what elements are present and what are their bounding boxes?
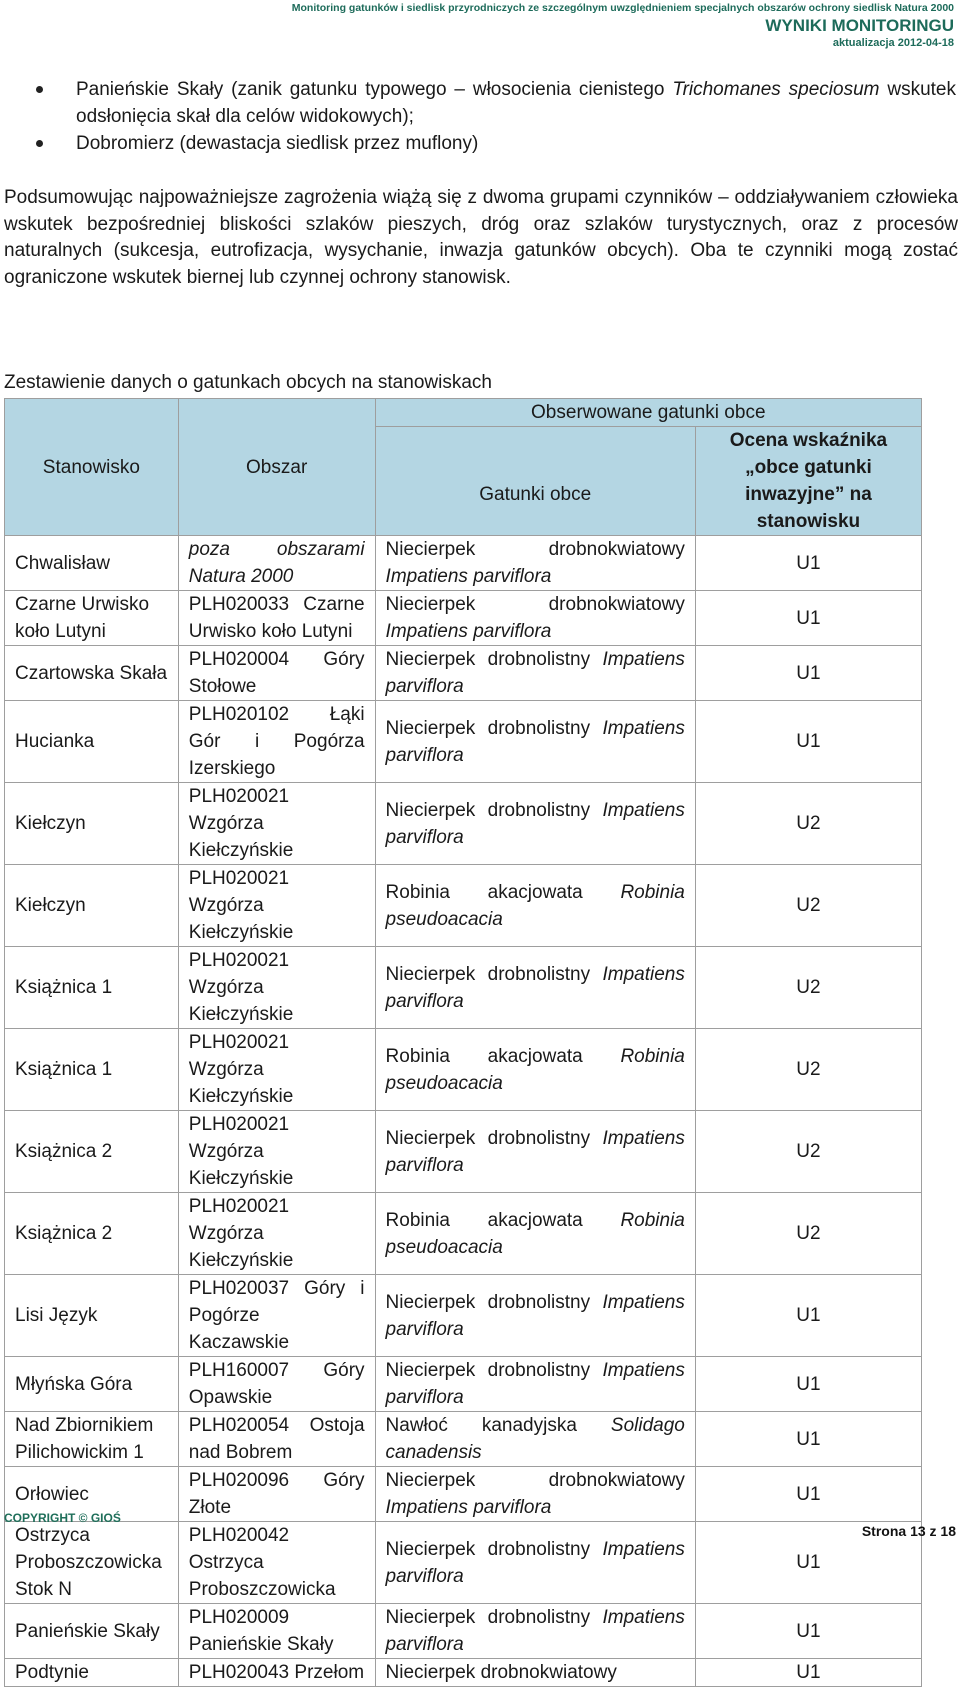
cell-gatunek	[375, 1193, 695, 1275]
table-row	[5, 1275, 922, 1357]
species-latin: Impatiens parviflora	[385, 717, 685, 766]
cell-stanowisko: Chwalisław	[5, 536, 179, 591]
species-latin: Robinia pseudoacacia	[385, 1045, 685, 1094]
threat-list	[0, 76, 960, 157]
bullet-icon	[36, 140, 43, 147]
cell-stanowisko: Książnica 2	[5, 1111, 179, 1193]
cell-obszar: PLH020021 Wzgórza Kiełczyńskie	[178, 865, 375, 947]
cell-obszar: PLH020021 Wzgórza Kiełczyńskie	[178, 1193, 375, 1275]
species-name: Niecierpek drobnolistny	[385, 799, 591, 821]
header-obszar: Obszar	[178, 399, 375, 536]
bullet-tail: wskutek odsłonięcia skał dla celów widokowych);	[76, 79, 956, 127]
table-row	[5, 783, 922, 865]
species-latin: Impatiens parviflora	[385, 1127, 685, 1176]
cell-stanowisko: Hucianka	[5, 701, 179, 783]
cell-gatunek	[375, 1467, 695, 1522]
cell-ocena: U2	[695, 947, 921, 1029]
table-row	[5, 1659, 922, 1687]
cell-obszar: PLH020021 Wzgórza Kiełczyńskie	[178, 1111, 375, 1193]
cell-gatunek	[375, 1357, 695, 1412]
cell-ocena: U1	[695, 1275, 921, 1357]
species-latin: Impatiens parviflora	[385, 1607, 685, 1655]
cell-gatunek	[375, 536, 695, 591]
cell-stanowisko: Książnica 2	[5, 1193, 179, 1275]
cell-obszar: PLH020037 Góry i Pogórze Kaczawskie	[178, 1275, 375, 1357]
species-latin: Solidago canadensis	[385, 1415, 685, 1463]
cell-obszar: PLH020054 Ostoja nad Bobrem	[178, 1412, 375, 1467]
cell-gatunek	[375, 1111, 695, 1193]
table-row	[5, 1111, 922, 1193]
cell-obszar: poza obszarami Natura 2000	[178, 536, 375, 591]
bullet-latin: Trichomanes speciosum	[672, 79, 880, 100]
cell-obszar: PLH020043 Przełom	[178, 1659, 375, 1687]
species-name: Niecierpek drobnolistny	[385, 1607, 591, 1628]
cell-ocena: U1	[695, 536, 921, 591]
species-name: Niecierpek drobnolistny	[385, 717, 591, 739]
cell-stanowisko: Orłowiec	[5, 1467, 179, 1522]
cell-ocena: U2	[695, 1029, 921, 1111]
cell-stanowisko: Ostrzyca Proboszczowicka Stok N	[5, 1522, 179, 1604]
table-row	[5, 591, 922, 646]
species-name: Niecierpek drobnolistny	[385, 1127, 591, 1149]
species-name: Niecierpek drobnolistny	[385, 1291, 591, 1313]
cell-obszar: PLH020096 Góry Złote	[178, 1467, 375, 1522]
cell-gatunek	[375, 865, 695, 947]
cell-ocena: U1	[695, 701, 921, 783]
table-row	[5, 1604, 922, 1659]
update-date: aktualizacja 2012-04-18	[832, 37, 954, 49]
copyright: COPYRIGHT © GIOŚ	[4, 1511, 121, 1525]
species-latin: Robinia pseudoacacia	[385, 1209, 685, 1258]
table-row	[5, 1522, 922, 1604]
cell-gatunek	[375, 1522, 695, 1604]
cell-gatunek	[375, 591, 695, 646]
species-name: Robinia akacjowata	[385, 881, 583, 903]
cell-stanowisko: Lisi Język	[5, 1275, 179, 1357]
summary-paragraph: Podsumowując najpoważniejsze zagrożenia wiążą się z dwoma grupami czynników – oddziaływaniem człowieka wskutek bezpośredniej bliskości szlaków pieszych, dróg oraz szlaków turystycznych, oraz z procesów naturalnych (sukcesja, eutrofizacja, wysychanie, inwazja gatunków obcych). Oba te czynniki mogą zostać ograniczone wskutek biernej lub czynnej ochrony stanowisk.	[4, 187, 958, 288]
cell-obszar: PLH020042 Ostrzyca Proboszczowicka	[178, 1522, 375, 1604]
cell-ocena: U1	[695, 1604, 921, 1659]
table-row	[5, 536, 922, 591]
cell-ocena: U2	[695, 783, 921, 865]
species-latin: Impatiens parviflora	[385, 566, 552, 587]
header-observed: Obserwowane gatunki obce	[375, 399, 921, 427]
cell-ocena: U1	[695, 1522, 921, 1604]
cell-ocena: U2	[695, 1111, 921, 1193]
cell-gatunek	[375, 646, 695, 701]
cell-ocena: U1	[695, 1659, 921, 1687]
cell-ocena: U2	[695, 865, 921, 947]
cell-ocena: U1	[695, 1467, 921, 1522]
header-ocena: Ocena wskaźnika „obce gatunki inwazyjne” na stanowisku	[695, 427, 921, 536]
cell-gatunek	[375, 1029, 695, 1111]
cell-ocena: U1	[695, 646, 921, 701]
species-latin: Impatiens parviflora	[385, 1538, 685, 1587]
table-row	[5, 701, 922, 783]
table-row	[5, 1029, 922, 1111]
cell-gatunek	[375, 1412, 695, 1467]
cell-stanowisko: Książnica 1	[5, 947, 179, 1029]
cell-obszar: PLH160007 Góry Opawskie	[178, 1357, 375, 1412]
cell-stanowisko: Kiełczyn	[5, 865, 179, 947]
cell-ocena: U2	[695, 1193, 921, 1275]
species-latin: Impatiens parviflora	[385, 1291, 685, 1340]
cell-gatunek	[375, 701, 695, 783]
cell-stanowisko: Młyńska Góra	[5, 1357, 179, 1412]
species-name: Niecierpek drobnolistny	[385, 1538, 591, 1560]
species-name: Niecierpek drobnolistny	[385, 1360, 591, 1381]
table-row	[5, 1467, 922, 1522]
header-subtitle: Monitoring gatunków i siedlisk przyrodniczych ze szczególnym uwzględnieniem specjalnych obszarów ochrony siedlisk Natura 2000	[291, 2, 954, 14]
table-row	[5, 1193, 922, 1275]
bullet-text: Panieńskie Skały (zanik gatunku typowego – włosocienia cienistego	[76, 79, 673, 100]
cell-gatunek	[375, 783, 695, 865]
species-latin: Impatiens parviflora	[385, 1360, 685, 1408]
cell-gatunek	[375, 1604, 695, 1659]
species-name: Niecierpek drobnokwiatowy	[385, 594, 685, 615]
table-row	[5, 1357, 922, 1412]
cell-stanowisko: Kiełczyn	[5, 783, 179, 865]
header-stanowisko: Stanowisko	[5, 399, 179, 536]
page-number: Strona 13 z 18	[861, 1523, 956, 1539]
cell-obszar: PLH020004 Góry Stołowe	[178, 646, 375, 701]
table-row	[5, 947, 922, 1029]
list-item	[0, 76, 960, 130]
cell-obszar: PLH020021 Wzgórza Kiełczyńskie	[178, 1029, 375, 1111]
cell-stanowisko: Czarne Urwisko koło Lutyni	[5, 591, 179, 646]
cell-stanowisko: Książnica 1	[5, 1029, 179, 1111]
table-row	[5, 1412, 922, 1467]
cell-obszar: PLH020033 Czarne Urwisko koło Lutyni	[178, 591, 375, 646]
header-gatunki: Gatunki obce	[375, 427, 695, 536]
cell-stanowisko: Czartowska Skała	[5, 646, 179, 701]
table-body	[5, 536, 922, 1687]
species-latin: Robinia pseudoacacia	[385, 881, 685, 930]
cell-obszar: PLH020021 Wzgórza Kiełczyńskie	[178, 947, 375, 1029]
bullet-text: Dobromierz (dewastacja siedlisk przez muflony)	[76, 133, 479, 154]
species-name: Robinia akacjowata	[385, 1045, 583, 1067]
cell-ocena: U1	[695, 1357, 921, 1412]
cell-gatunek	[375, 947, 695, 1029]
species-name: Niecierpek drobnokwiatowy	[385, 539, 685, 560]
header-title: WYNIKI MONITORINGU	[765, 16, 954, 35]
table-title: Zestawienie danych o gatunkach obcych na stanowiskach	[4, 372, 492, 393]
species-name: Niecierpek drobnokwiatowy	[385, 1662, 617, 1683]
species-name: Robinia akacjowata	[385, 1209, 583, 1231]
cell-obszar: PLH020102 Łąki Gór i Pogórza Izerskiego	[178, 701, 375, 783]
cell-ocena: U1	[695, 591, 921, 646]
bullet-icon	[36, 86, 43, 93]
cell-obszar: PLH020021 Wzgórza Kiełczyńskie	[178, 783, 375, 865]
species-name: Niecierpek drobnolistny	[385, 649, 591, 670]
cell-ocena: U1	[695, 1412, 921, 1467]
table-row	[5, 865, 922, 947]
cell-stanowisko: Nad Zbiornikiem Pilichowickim 1	[5, 1412, 179, 1467]
cell-gatunek	[375, 1275, 695, 1357]
species-latin: Impatiens parviflora	[385, 621, 552, 642]
species-latin: Impatiens parviflora	[385, 649, 685, 697]
species-latin: Impatiens parviflora	[385, 963, 685, 1012]
table-row	[5, 646, 922, 701]
species-name: Nawłoć kanadyjska	[385, 1415, 577, 1436]
cell-stanowisko: Panieńskie Skały	[5, 1604, 179, 1659]
list-item	[0, 130, 960, 157]
cell-stanowisko: Podtynie	[5, 1659, 179, 1687]
cell-obszar: PLH020009 Panieńskie Skały	[178, 1604, 375, 1659]
species-name: Niecierpek drobnolistny	[385, 963, 591, 985]
species-latin: Impatiens parviflora	[385, 1497, 552, 1518]
species-name: Niecierpek drobnokwiatowy	[385, 1470, 685, 1491]
species-latin: Impatiens parviflora	[385, 799, 685, 848]
cell-gatunek	[375, 1659, 695, 1687]
alien-species-table	[4, 398, 922, 1687]
